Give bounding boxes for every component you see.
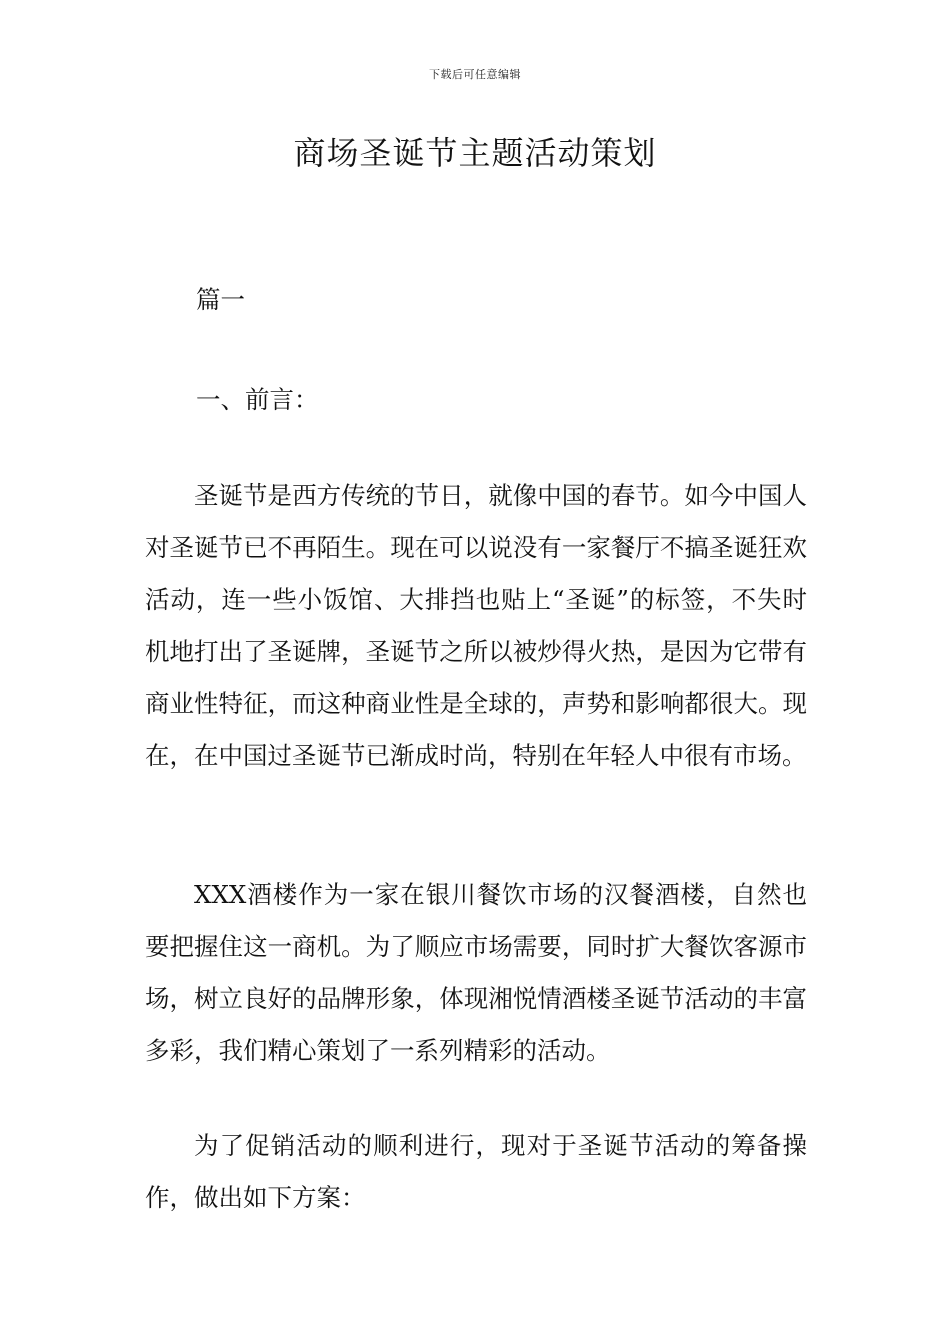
section-label: 篇一 — [196, 285, 245, 314]
paragraph-1: 圣诞节是西方传统的节日，就像中国的春节。如今中国人对圣诞节已不再陌生。现在可以说没有一家餐厅不搞圣诞狂欢活动，连一些小饭馆、大排挡也贴上“圣诞”的标签，不失时机地打出了圣诞牌，圣诞节之所以被炒得火热，是因为它带有商业性特征，而这种商业性是全球的，声势和影响都很大。现在，在中国过圣诞节已渐成时尚，特别在年轻人中很有市场。 — [145, 481, 807, 770]
section-heading-preface: 一、前言： — [196, 385, 319, 414]
paragraph-2: XXX酒楼作为一家在银川餐饮市场的汉餐酒楼，自然也要把握住这一商机。为了顺应市场需要，同时扩大餐饮客源市场，树立良好的品牌形象，体现湘悦情酒楼圣诞节活动的丰富多彩，我们精心策划了一系列精彩的活动。 — [145, 880, 807, 1065]
document-title: 商场圣诞节主题活动策划 — [293, 134, 657, 172]
paragraph-3: 为了促销活动的顺利进行，现对于圣诞节活动的筹备操作，做出如下方案： — [145, 1131, 807, 1212]
header-note: 下载后可任意编辑 — [429, 68, 521, 81]
